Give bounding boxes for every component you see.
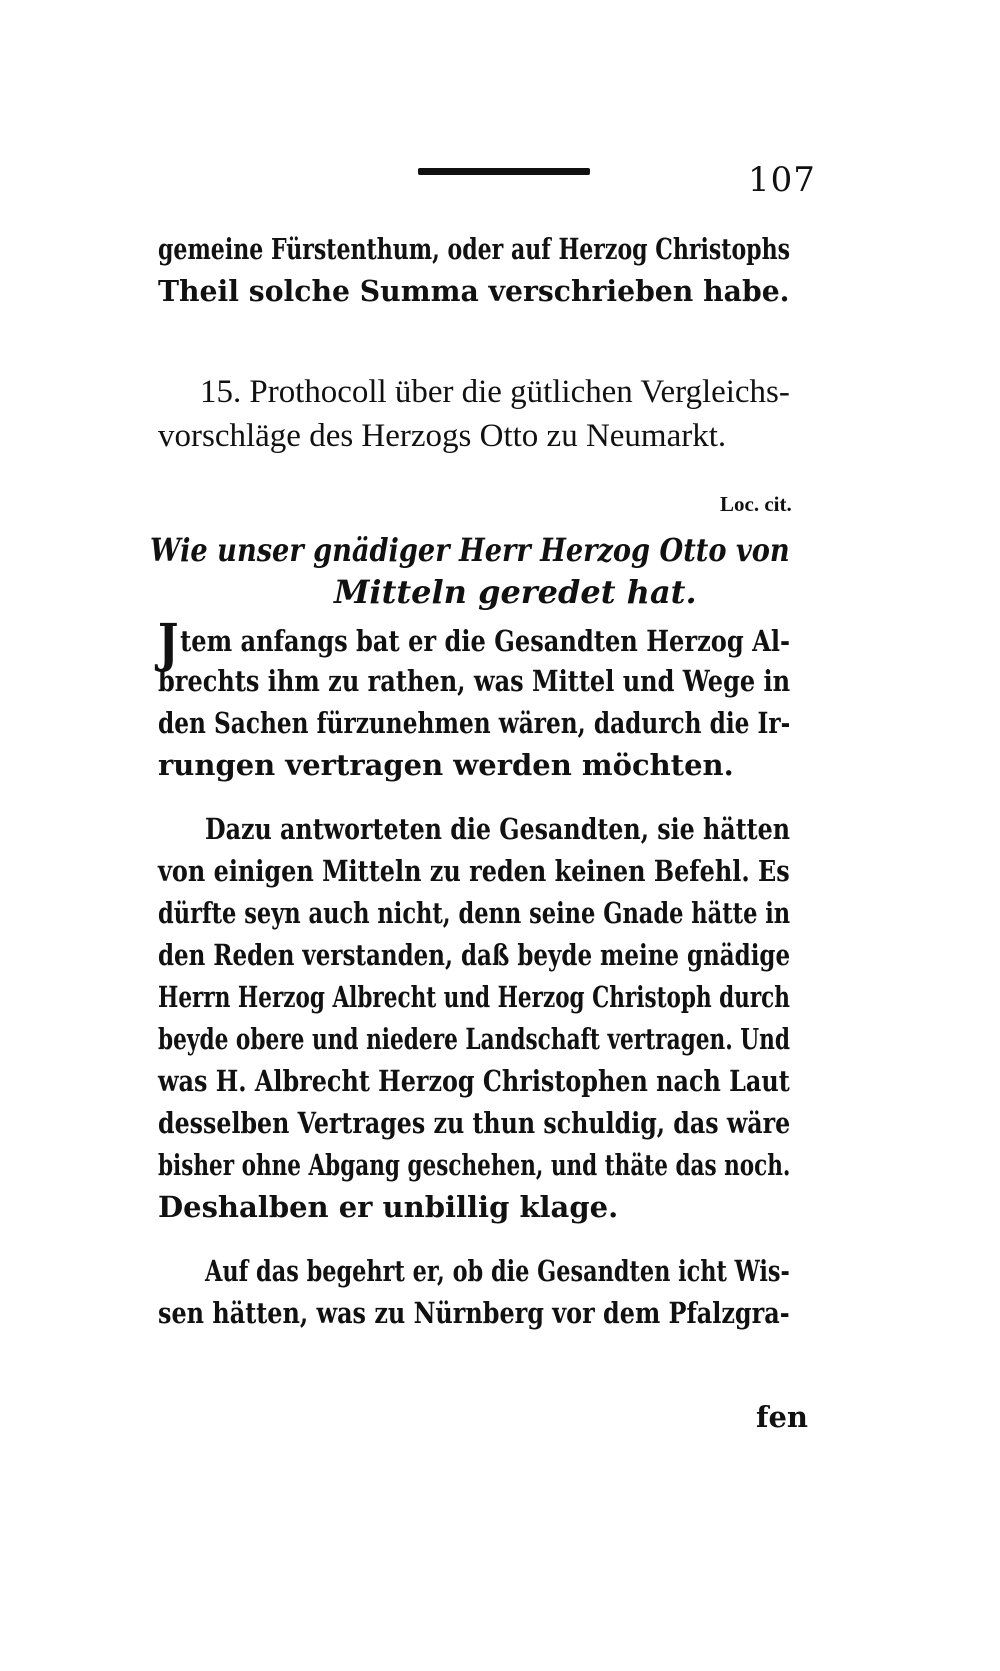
- paragraph-line: Herrn Herzog Albrecht und Herzog Christoph durch: [158, 980, 790, 1014]
- paragraph-line: brechts ihm zu rathen, was Mittel und Wege in: [158, 664, 791, 698]
- paragraph-line: von einigen Mitteln zu reden keinen Befehl. Es: [158, 854, 790, 888]
- paragraph-line-text: tem anfangs bat er die Gesandten Herzog Al-: [180, 624, 791, 658]
- paragraph-line: Auf das begehrt er, ob die Gesandten icht Wis-: [205, 1254, 790, 1288]
- text-line: gemeine Fürstenthum, oder auf Herzog Christophs: [158, 232, 791, 266]
- document-title-line-2: vorschläge des Herzogs Otto zu Neumarkt.: [158, 418, 727, 454]
- page-number: 107: [748, 160, 816, 200]
- header-rule: [418, 168, 590, 175]
- paragraph-line: den Sachen fürzunehmen wären, dadurch die Ir-: [158, 706, 791, 740]
- document-title-text: Prothocoll über die gütlichen Vergleichs-: [249, 374, 790, 410]
- paragraph-line: was H. Albrecht Herzog Christophen nach Laut: [158, 1064, 790, 1098]
- document-title-line-1: [200, 370, 790, 414]
- drop-cap: J: [158, 613, 179, 674]
- paragraph-line: Dazu antworteten die Gesandten, sie hätten: [205, 812, 791, 846]
- section-heading-line-2: Mitteln geredet hat.: [334, 573, 697, 611]
- paragraph-line: Deshalben er unbillig klage.: [158, 1190, 619, 1224]
- document-number: 15.: [200, 374, 242, 410]
- text-line: Theil solche Summa verschrieben habe.: [158, 274, 790, 308]
- section-heading-line-1: Wie unser gnädiger Herr Herzog Otto von: [150, 531, 790, 569]
- paragraph-line: dürfte seyn auch nicht, denn seine Gnade hätte in: [158, 896, 791, 930]
- catchword: fen: [756, 1400, 809, 1434]
- paragraph-line: bisher ohne Abgang geschehen, und thäte das noch.: [158, 1148, 791, 1182]
- paragraph-line: desselben Vertrages zu thun schuldig, das wäre: [158, 1106, 791, 1140]
- paragraph-line: beyde obere und niedere Landschaft vertragen. Und: [158, 1022, 791, 1056]
- source-reference: Loc. cit.: [720, 492, 792, 516]
- paragraph-line: den Reden verstanden, daß beyde meine gnädige: [158, 938, 791, 972]
- paragraph-line: rungen vertragen werden möchten.: [158, 748, 734, 782]
- paragraph-line: sen hätten, was zu Nürnberg vor dem Pfalzgra-: [158, 1296, 790, 1330]
